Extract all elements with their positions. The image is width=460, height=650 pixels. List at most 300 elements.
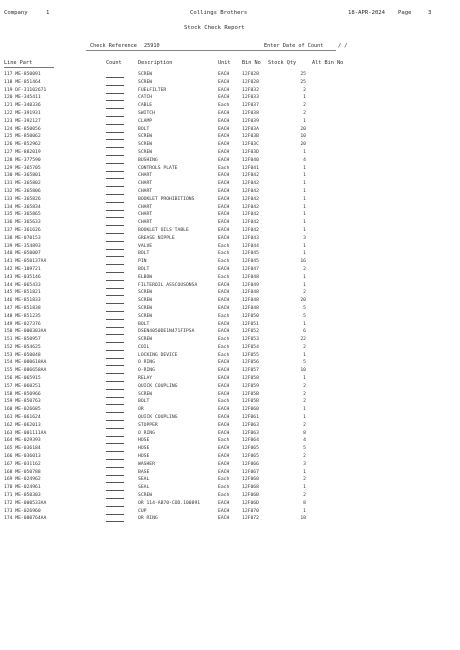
description: BOLT [138, 251, 150, 257]
table-row [0, 492, 460, 500]
description: SCREW [138, 337, 153, 343]
bin-number: 12F053 [242, 337, 259, 343]
table-row [0, 515, 460, 523]
description: CUP [138, 508, 147, 514]
count-entry-field[interactable] [106, 521, 124, 522]
bin-number: 12F040 [242, 157, 259, 163]
check-reference-label: Check Reference [90, 43, 137, 49]
unit: EACH [218, 321, 230, 327]
unit: EACH [218, 407, 230, 413]
table-row [0, 196, 460, 204]
part-number: 169 ME-024962 [4, 477, 41, 483]
description: FILTEROIL ASSCOUSONSA [138, 282, 198, 288]
stock-quantity: 3 [303, 461, 306, 467]
report-date: 18-APR-2024 [348, 10, 386, 16]
bin-number: 12F03D [242, 149, 259, 155]
part-number: 132 ME-365806 [4, 188, 41, 194]
stock-quantity: 5 [303, 446, 306, 452]
part-number: 120 ME-345411 [4, 95, 41, 101]
part-number: 152 ME-054625 [4, 344, 41, 350]
part-number: 172 ME-000533AA [4, 500, 47, 506]
table-row [0, 211, 460, 219]
table-row [0, 406, 460, 414]
unit: Each [218, 344, 230, 350]
part-number: 117 ME-850091 [4, 72, 41, 77]
part-number: 131 ME-365802 [4, 181, 41, 187]
bin-number: 12F042 [242, 212, 259, 218]
bin-number: 12F058 [242, 376, 259, 382]
table-row [0, 250, 460, 258]
bin-number: 12F042 [242, 196, 259, 202]
stock-quantity: 2 [303, 290, 306, 296]
description: VALVE [138, 243, 153, 249]
stock-quantity: 1 [303, 212, 306, 218]
bin-number: 12F044 [242, 243, 259, 249]
part-number: 173 ME-026960 [4, 508, 41, 514]
part-number: 150 ME-000303AA [4, 329, 47, 335]
column-header-stock-qty: Stock Qty [268, 60, 297, 66]
unit: EACH [218, 235, 230, 241]
part-number: 148 ME-851235 [4, 313, 41, 319]
bin-number: 12F059 [242, 383, 259, 389]
description: BOLT [138, 321, 150, 327]
unit: Each [218, 438, 230, 444]
part-number: 129 ME-365705 [4, 165, 41, 171]
unit: EACH [218, 142, 230, 148]
stock-quantity: 8 [303, 500, 306, 506]
column-header-count: Count [106, 60, 122, 66]
description: LOCKING DEVICE [138, 352, 178, 358]
bin-number: 12F06D [242, 500, 259, 506]
bin-number: 12F05B [242, 391, 259, 397]
table-row [0, 71, 460, 79]
unit: EACH [218, 87, 230, 93]
company-label: Company [4, 10, 28, 16]
part-number: 161 ME-061624 [4, 415, 41, 421]
bin-number: 12F049 [242, 282, 259, 288]
unit: EACH [218, 282, 230, 288]
part-number: 134 ME-365834 [4, 204, 41, 210]
description: SCREW [138, 493, 153, 499]
description: SCREW [138, 149, 153, 155]
stock-quantity: 5 [303, 313, 306, 319]
unit: EACH [218, 422, 230, 428]
description: ELBOW [138, 274, 153, 280]
bin-number: 12F043 [242, 235, 259, 241]
part-number: 127 ME-882019 [4, 149, 41, 155]
description: CABLE [138, 103, 153, 109]
unit: EACH [218, 173, 230, 179]
stock-quantity: 2 [303, 454, 306, 460]
bin-number: 12F068 [242, 477, 259, 483]
table-row [0, 266, 460, 274]
part-number: 146 ME-851833 [4, 298, 41, 304]
bin-number: 12F072 [242, 516, 259, 522]
unit: EACH [218, 305, 230, 311]
stock-quantity: 2 [303, 87, 306, 93]
bin-number: 12F037 [242, 103, 259, 109]
bin-number: 12F068 [242, 485, 259, 491]
bin-number: 12F03C [242, 142, 259, 148]
stock-quantity: 4 [303, 157, 306, 163]
stock-quantity: 1 [303, 118, 306, 124]
bin-number: 12F039 [242, 118, 259, 124]
report-title: Stock Check Report [184, 25, 245, 31]
part-number: 153 ME-050048 [4, 352, 41, 358]
description: HOSE [138, 454, 150, 460]
description: CLAMP [138, 118, 153, 124]
stock-quantity: 10 [300, 368, 306, 374]
part-number: 166 ME-036013 [4, 454, 41, 460]
part-number: 156 ME-065915 [4, 376, 41, 382]
bin-number: 12F048 [242, 298, 259, 304]
bin-number: 12F066 [242, 461, 259, 467]
check-reference-value: 25910 [144, 43, 160, 49]
unit: EACH [218, 227, 230, 233]
unit: EACH [218, 508, 230, 514]
bin-number: 12F065 [242, 446, 259, 452]
unit: EACH [218, 360, 230, 366]
bin-number: 12F067 [242, 469, 259, 475]
table-row [0, 102, 460, 110]
unit: EACH [218, 415, 230, 421]
description: QUICK COUPLING [138, 415, 178, 421]
table-row [0, 437, 460, 445]
stock-quantity: 1 [303, 282, 306, 288]
description: BOLT [138, 126, 150, 132]
stock-quantity: 18 [300, 516, 306, 522]
column-header-alt-bin-no: Alt Bin No [312, 60, 344, 66]
part-number: 168 ME-050788 [4, 469, 41, 475]
part-number: 170 ME-024961 [4, 485, 41, 491]
stock-quantity: 2 [303, 477, 306, 483]
part-number: 167 ME-031162 [4, 461, 41, 467]
description: RELAY [138, 376, 153, 382]
description: O-RING [138, 368, 155, 374]
description: BASE [138, 469, 150, 475]
stock-quantity: 1 [303, 243, 306, 249]
unit: EACH [218, 461, 230, 467]
stock-quantity: 1 [303, 469, 306, 475]
table-row [0, 133, 460, 141]
part-number: 130 ME-365801 [4, 173, 41, 179]
part-number: 151 ME-850957 [4, 337, 41, 343]
stock-quantity: 6 [303, 329, 306, 335]
table-row [0, 188, 460, 196]
part-number: 149 ME-027376 [4, 321, 41, 327]
part-number: 123 ME-392127 [4, 118, 41, 124]
bin-number: 12F065 [242, 454, 259, 460]
bin-number: 12F052 [242, 329, 259, 335]
bin-number: 12F041 [242, 165, 259, 171]
part-number: 140 ME-050007 [4, 251, 41, 257]
table-row [0, 398, 460, 406]
unit: EACH [218, 181, 230, 187]
description: SEAL [138, 485, 150, 491]
unit: Each [218, 259, 230, 265]
unit: EACH [218, 149, 230, 155]
description: BOLT [138, 266, 150, 272]
part-number: 118 ME-851464 [4, 79, 41, 85]
stock-quantity: 20 [300, 298, 306, 304]
table-row [0, 336, 460, 344]
description: SCREW [138, 391, 153, 397]
bin-number: 12F03B [242, 134, 259, 140]
unit: EACH [218, 95, 230, 101]
stock-quantity: 1 [303, 149, 306, 155]
table-row [0, 79, 460, 87]
bin-number: 12F06B [242, 493, 259, 499]
table-row [0, 219, 460, 227]
table-row [0, 110, 460, 118]
table-row [0, 359, 460, 367]
part-number: 160 ME-026685 [4, 407, 41, 413]
description: PIN [138, 259, 147, 265]
unit: EACH [218, 500, 230, 506]
stock-quantity: 1 [303, 220, 306, 226]
part-number: 157 ME-060251 [4, 383, 41, 389]
column-header-unit: Unit [218, 60, 231, 66]
stock-quantity: 2 [303, 391, 306, 397]
header-divider [4, 67, 54, 68]
bin-number: 12F064 [242, 438, 259, 444]
stock-quantity: 2 [303, 383, 306, 389]
unit: Each [218, 251, 230, 257]
part-number: 128 ME-377590 [4, 157, 41, 163]
bin-number: 12F028 [242, 72, 259, 77]
table-row [0, 321, 460, 329]
bin-number: 12F047 [242, 266, 259, 272]
stock-quantity: 16 [300, 259, 306, 265]
table-row [0, 453, 460, 461]
stock-quantity: 2 [303, 344, 306, 350]
stock-quantity: 20 [300, 142, 306, 148]
description: OR [138, 407, 144, 413]
table-row [0, 375, 460, 383]
company-number: 1 [46, 10, 50, 16]
unit: EACH [218, 212, 230, 218]
unit: EACH [218, 298, 230, 304]
bin-number: 12F063 [242, 422, 259, 428]
description: BOOKLET OILS TABLE [138, 227, 189, 233]
unit: Each [218, 477, 230, 483]
unit: EACH [218, 157, 230, 163]
part-number: 162 ME-062013 [4, 422, 41, 428]
unit: EACH [218, 430, 230, 436]
table-row [0, 461, 460, 469]
bin-number: 12F042 [242, 181, 259, 187]
description: COIL [138, 344, 150, 350]
table-row [0, 422, 460, 430]
unit: EACH [218, 72, 230, 77]
part-number: 136 ME-365633 [4, 220, 41, 226]
table-row [0, 305, 460, 313]
unit: Each [218, 485, 230, 491]
description: SEAL [138, 477, 150, 483]
stock-quantity: 5 [303, 305, 306, 311]
table-row [0, 469, 460, 477]
bin-number: 12F048 [242, 274, 259, 280]
part-number: 164 ME-029393 [4, 438, 41, 444]
part-number: 122 ME-391931 [4, 110, 41, 116]
description: CHART [138, 173, 153, 179]
description: CHART [138, 220, 153, 226]
bin-number: 12F063 [242, 430, 259, 436]
table-row [0, 352, 460, 360]
table-row [0, 367, 460, 375]
part-number: 147 ME-851838 [4, 305, 41, 311]
description: SWITCH [138, 110, 155, 116]
unit: EACH [218, 196, 230, 202]
count-date-field[interactable]: / / [338, 43, 348, 49]
table-row [0, 235, 460, 243]
stock-quantity: 1 [303, 407, 306, 413]
part-number: 139 ME-354893 [4, 243, 41, 249]
bin-number: 12F070 [242, 508, 259, 514]
stock-quantity: 2 [303, 266, 306, 272]
description: CHART [138, 188, 153, 194]
stock-quantity: 22 [300, 337, 306, 343]
description: HOSE [138, 446, 150, 452]
stock-quantity: 5 [303, 360, 306, 366]
part-number: 158 ME-850966 [4, 391, 41, 397]
bin-number: 12F038 [242, 110, 259, 116]
part-number: 125 ME-850062 [4, 134, 41, 140]
unit: Each [218, 243, 230, 249]
description: QUICK COUPLING [138, 383, 178, 389]
part-number: 135 ME-365865 [4, 212, 41, 218]
stock-quantity: 1 [303, 227, 306, 233]
unit: Each [218, 103, 230, 109]
description: SCREW [138, 298, 153, 304]
bin-number: 12F056 [242, 360, 259, 366]
part-number: 133 ME-365826 [4, 196, 41, 202]
bin-number: 12F054 [242, 344, 259, 350]
unit: EACH [218, 290, 230, 296]
table-row [0, 476, 460, 484]
table-row [0, 484, 460, 492]
description: BOOKLET PROHIBITIONS [138, 196, 195, 202]
stock-quantity: 2 [303, 493, 306, 499]
bin-number: 12F045 [242, 259, 259, 265]
stock-quantity: 2 [303, 422, 306, 428]
bin-number: 12F048 [242, 305, 259, 311]
part-number: 154 ME-000618AA [4, 360, 47, 366]
unit: EACH [218, 454, 230, 460]
unit: EACH [218, 134, 230, 140]
part-number: 142 ME-109721 [4, 266, 41, 272]
column-header-description: Description [138, 60, 173, 66]
unit: EACH [218, 329, 230, 335]
column-header-bin-no: Bin No [242, 60, 261, 66]
stock-quantity: 1 [303, 196, 306, 202]
part-number: 165 ME-036184 [4, 446, 41, 452]
description: SCREW [138, 79, 153, 85]
table-row [0, 289, 460, 297]
table-row [0, 414, 460, 422]
description: SCREW [138, 313, 153, 319]
stock-quantity: 1 [303, 204, 306, 210]
table-row [0, 157, 460, 165]
part-number: 124 ME-850056 [4, 126, 41, 132]
unit: EACH [218, 383, 230, 389]
stock-quantity: 25 [300, 72, 306, 77]
table-row [0, 445, 460, 453]
stock-quantity: 2 [303, 103, 306, 109]
bin-number: 12F042 [242, 220, 259, 226]
part-number: 163 ME-001111AA [4, 430, 47, 436]
unit: EACH [218, 376, 230, 382]
part-number: 144 ME-065433 [4, 282, 41, 288]
table-row [0, 149, 460, 157]
table-row [0, 118, 460, 126]
description: STOPPER [138, 422, 158, 428]
stock-quantity: 1 [303, 274, 306, 280]
unit: EACH [218, 188, 230, 194]
description: GREASE NIPPLE [138, 235, 175, 241]
bin-number: 12F061 [242, 415, 259, 421]
description: SCREW [138, 305, 153, 311]
stock-quantity: 3 [303, 235, 306, 241]
stock-quantity: 1 [303, 321, 306, 327]
bin-number: 12F051 [242, 321, 259, 327]
table-row [0, 313, 460, 321]
stock-table [0, 71, 460, 523]
unit: Each [218, 399, 230, 405]
unit: EACH [218, 204, 230, 210]
bin-number: 12F033 [242, 95, 259, 101]
bin-number: 12F050 [242, 313, 259, 319]
description: BOLT [138, 399, 150, 405]
part-number: 138 ME-070153 [4, 235, 41, 241]
table-row [0, 282, 460, 290]
description: CATCH [138, 95, 153, 101]
part-number: 171 ME-050303 [4, 493, 41, 499]
bin-number: 12F042 [242, 188, 259, 194]
unit: EACH [218, 220, 230, 226]
stock-quantity: 1 [303, 165, 306, 171]
part-number: 159 ME-850763 [4, 399, 41, 405]
unit: Each [218, 352, 230, 358]
table-row [0, 243, 460, 251]
page-label: Page [398, 10, 412, 16]
stock-quantity: 1 [303, 251, 306, 257]
unit: EACH [218, 368, 230, 374]
part-number: 145 ME-851821 [4, 290, 41, 296]
stock-quantity: 25 [300, 79, 306, 85]
part-number: 121 ME-340336 [4, 103, 41, 109]
page-number: 3 [428, 10, 432, 16]
count-date-label: Enter Date of Count [264, 43, 324, 49]
table-row [0, 297, 460, 305]
unit: EACH [218, 126, 230, 132]
stock-quantity: 1 [303, 181, 306, 187]
bin-number: 12F057 [242, 368, 259, 374]
description: CHART [138, 204, 153, 210]
table-row [0, 87, 460, 95]
description: FUELFILTER [138, 87, 167, 93]
stock-quantity: 10 [300, 134, 306, 140]
table-row [0, 391, 460, 399]
table-row [0, 430, 460, 438]
part-number: 155 ME-006658AA [4, 368, 47, 374]
table-row [0, 258, 460, 266]
table-row [0, 180, 460, 188]
stock-quantity: 20 [300, 126, 306, 132]
unit: EACH [218, 446, 230, 452]
part-number: 174 ME-000764AA [4, 516, 47, 522]
table-row [0, 141, 460, 149]
